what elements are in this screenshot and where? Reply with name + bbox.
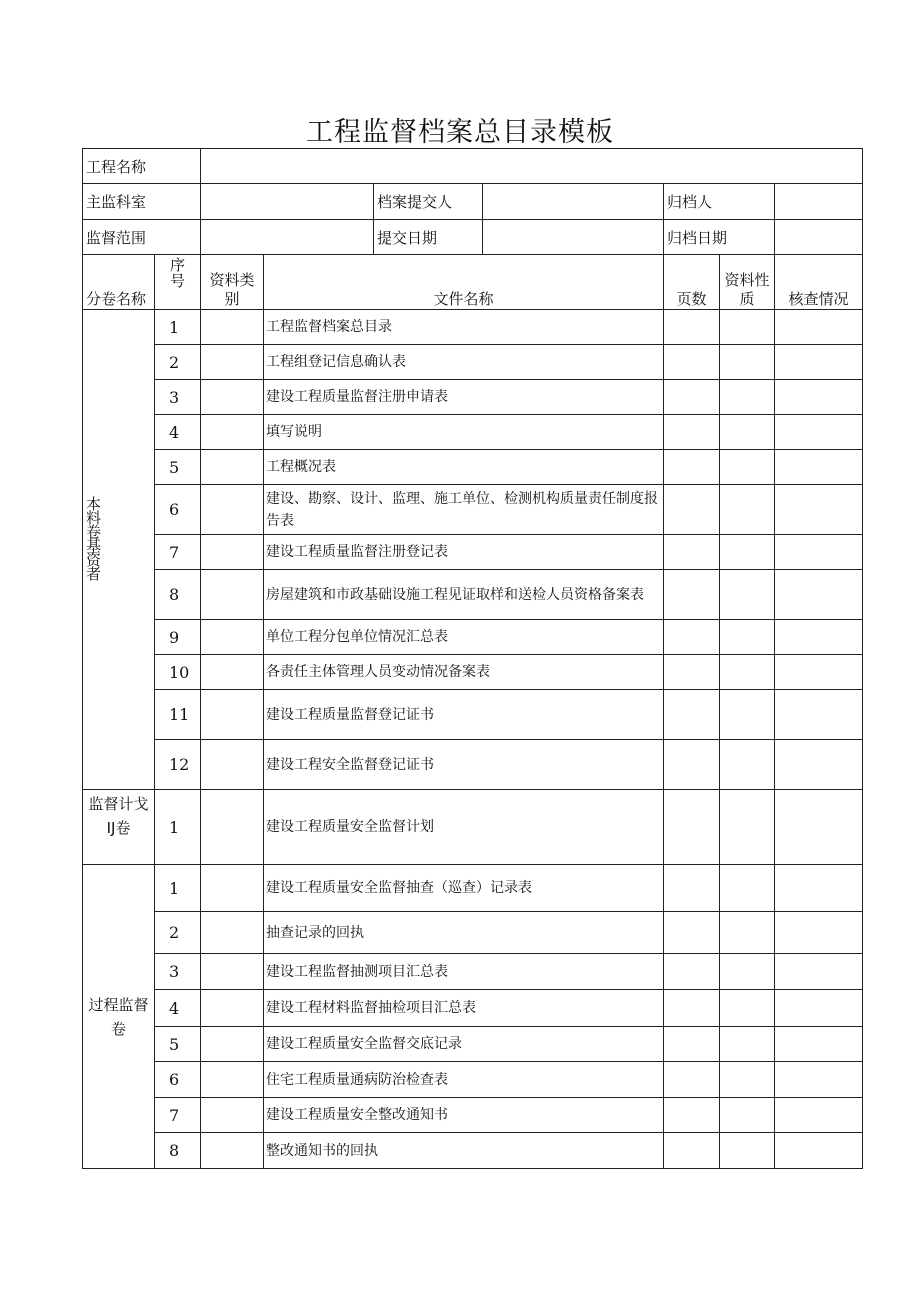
seq-cell: 7 — [155, 1098, 201, 1133]
seq-cell: 2 — [155, 345, 201, 380]
pages-cell[interactable] — [664, 990, 720, 1027]
volume-plan — [83, 790, 155, 865]
pages-cell[interactable] — [664, 655, 720, 690]
check-cell[interactable] — [775, 450, 863, 485]
type-cell[interactable] — [201, 310, 264, 345]
seq-cell: 1 — [155, 865, 201, 912]
dept-label: 主监科室 — [83, 184, 201, 220]
pages-cell[interactable] — [664, 954, 720, 990]
file-cell: 整改通知书的回执 — [264, 1133, 664, 1169]
archiver-label: 归档人 — [664, 184, 775, 220]
file-cell: 抽查记录的回执 — [264, 912, 664, 954]
table-row — [83, 740, 863, 790]
type-cell[interactable] — [201, 415, 264, 450]
file-cell: 住宅工程质量通病防治检查表 — [264, 1062, 664, 1098]
seq-cell: 2 — [155, 912, 201, 954]
volume-basic — [83, 310, 155, 790]
seq-cell: 5 — [155, 450, 201, 485]
table-row — [83, 450, 863, 485]
submitter-value[interactable] — [483, 184, 664, 220]
nature-cell[interactable] — [720, 740, 775, 790]
file-cell: 建设工程监督抽测项目汇总表 — [264, 954, 664, 990]
check-cell[interactable] — [775, 1062, 863, 1098]
seq-cell: 5 — [155, 1027, 201, 1062]
volume-process-label-line1: 过程监督 — [88, 996, 149, 1014]
table-row — [83, 380, 863, 415]
table-row — [83, 690, 863, 740]
table-row — [83, 912, 863, 954]
header-check: 核查情况 — [775, 255, 863, 310]
type-cell[interactable] — [201, 450, 264, 485]
file-cell: 工程监督档案总目录 — [264, 310, 664, 345]
nature-cell[interactable] — [720, 535, 775, 570]
type-cell[interactable] — [201, 535, 264, 570]
submit-date-value[interactable] — [483, 220, 664, 255]
nature-cell[interactable] — [720, 990, 775, 1027]
seq-cell: 3 — [155, 954, 201, 990]
nature-cell[interactable] — [720, 310, 775, 345]
seq-cell: 4 — [155, 415, 201, 450]
dept-value[interactable] — [201, 184, 374, 220]
page-title: 工程监督档案总目录模板 — [306, 117, 614, 148]
type-cell[interactable] — [201, 740, 264, 790]
pages-cell[interactable] — [664, 450, 720, 485]
table-row — [83, 345, 863, 380]
check-cell[interactable] — [775, 1098, 863, 1133]
header-nature — [720, 255, 775, 310]
pages-cell[interactable] — [664, 485, 720, 535]
file-cell: 房屋建筑和市政基础设施工程见证取样和送检人员资格备案表 — [264, 570, 664, 620]
seq-cell: 8 — [155, 1133, 201, 1169]
table-row — [83, 415, 863, 450]
type-cell[interactable] — [201, 1027, 264, 1062]
archive-date-label: 归档日期 — [664, 220, 775, 255]
check-cell[interactable] — [775, 415, 863, 450]
volume-process-label-line2: 卷 — [110, 1020, 126, 1038]
check-cell[interactable] — [775, 865, 863, 912]
check-cell[interactable] — [775, 1133, 863, 1169]
nature-cell[interactable] — [720, 380, 775, 415]
nature-cell[interactable] — [720, 1027, 775, 1062]
check-cell[interactable] — [775, 790, 863, 865]
table-row — [83, 310, 863, 345]
type-cell[interactable] — [201, 912, 264, 954]
type-cell[interactable] — [201, 865, 264, 912]
file-cell: 工程概况表 — [264, 450, 664, 485]
table-row — [83, 570, 863, 620]
table-row — [83, 1062, 863, 1098]
seq-cell: 6 — [155, 485, 201, 535]
file-cell: 建设工程质量监督注册登记表 — [264, 535, 664, 570]
seq-cell: 11 — [155, 690, 201, 740]
nature-cell[interactable] — [720, 1133, 775, 1169]
type-cell[interactable] — [201, 570, 264, 620]
seq-cell: 9 — [155, 620, 201, 655]
pages-cell[interactable] — [664, 1062, 720, 1098]
nature-cell[interactable] — [720, 570, 775, 620]
table-row — [83, 1027, 863, 1062]
header-seq-line1: 序 — [170, 256, 186, 274]
nature-cell[interactable] — [720, 690, 775, 740]
volume-process — [83, 865, 155, 1169]
type-cell[interactable] — [201, 1133, 264, 1169]
table-row — [83, 535, 863, 570]
type-cell[interactable] — [201, 1098, 264, 1133]
pages-cell[interactable] — [664, 912, 720, 954]
header-seq — [155, 255, 201, 310]
pages-cell[interactable] — [664, 1133, 720, 1169]
check-cell[interactable] — [775, 380, 863, 415]
submitter-label: 档案提交人 — [374, 184, 483, 220]
file-cell: 建设工程质量监督注册申请表 — [264, 380, 664, 415]
nature-cell[interactable] — [720, 485, 775, 535]
file-cell: 各责任主体管理人员变动情况备案表 — [264, 655, 664, 690]
archive-date-value[interactable] — [775, 220, 863, 255]
table-row — [83, 1133, 863, 1169]
file-cell: 填写说明 — [264, 415, 664, 450]
header-nature-line2: 质 — [739, 290, 755, 308]
file-cell: 建设工程质量安全监督交底记录 — [264, 1027, 664, 1062]
pages-cell[interactable] — [664, 415, 720, 450]
type-cell[interactable] — [201, 345, 264, 380]
seq-cell: 1 — [155, 310, 201, 345]
nature-cell[interactable] — [720, 655, 775, 690]
pages-cell[interactable] — [664, 790, 720, 865]
type-cell[interactable] — [201, 655, 264, 690]
seq-cell: 12 — [155, 740, 201, 790]
nature-cell[interactable] — [720, 790, 775, 865]
check-cell[interactable] — [775, 655, 863, 690]
table-row — [83, 954, 863, 990]
check-cell[interactable] — [775, 570, 863, 620]
scope-value[interactable] — [201, 220, 374, 255]
table-row — [83, 1098, 863, 1133]
submit-date-label: 提交日期 — [374, 220, 483, 255]
volume-plan-label-line1: 监督计戈 — [88, 795, 149, 813]
table-row — [83, 620, 863, 655]
table-row — [83, 655, 863, 690]
check-cell[interactable] — [775, 485, 863, 535]
nature-cell[interactable] — [720, 415, 775, 450]
table-row — [83, 485, 863, 535]
file-cell: 建设工程安全监督登记证书 — [264, 740, 664, 790]
project-name-label: 工程名称 — [83, 149, 201, 184]
seq-cell: 3 — [155, 380, 201, 415]
file-cell: 建设工程质量安全整改通知书 — [264, 1098, 664, 1133]
pages-cell[interactable] — [664, 865, 720, 912]
check-cell[interactable] — [775, 740, 863, 790]
seq-cell: 1 — [155, 790, 201, 865]
header-seq-line2: 号 — [170, 272, 186, 290]
header-volume: 分卷名称 — [83, 255, 155, 310]
check-cell[interactable] — [775, 345, 863, 380]
type-cell[interactable] — [201, 990, 264, 1027]
table-row — [83, 790, 863, 865]
pages-cell[interactable] — [664, 1098, 720, 1133]
nature-cell[interactable] — [720, 912, 775, 954]
header-file: 文件名称 — [264, 255, 664, 310]
file-cell: 建设工程质量监督登记证书 — [264, 690, 664, 740]
header-type-line2: 别 — [224, 290, 240, 308]
header-pages: 页数 — [664, 255, 720, 310]
seq-cell: 6 — [155, 1062, 201, 1098]
file-cell: 建设工程质量安全监督计划 — [264, 790, 664, 865]
pages-cell[interactable] — [664, 620, 720, 655]
project-name-value[interactable] — [201, 149, 863, 184]
header-type-line1: 资料类 — [209, 271, 255, 289]
type-cell[interactable] — [201, 790, 264, 865]
archive-table — [82, 148, 863, 1169]
nature-cell[interactable] — [720, 865, 775, 912]
header-nature-line1: 资料性 — [724, 271, 770, 289]
pages-cell[interactable] — [664, 1027, 720, 1062]
file-cell: 建设工程材料监督抽检项目汇总表 — [264, 990, 664, 1027]
nature-cell[interactable] — [720, 620, 775, 655]
nature-cell[interactable] — [720, 450, 775, 485]
type-cell[interactable] — [201, 485, 264, 535]
nature-cell[interactable] — [720, 345, 775, 380]
pages-cell[interactable] — [664, 345, 720, 380]
seq-cell: 8 — [155, 570, 201, 620]
type-cell[interactable] — [201, 690, 264, 740]
file-cell: 工程组登记信息确认表 — [264, 345, 664, 380]
check-cell[interactable] — [775, 620, 863, 655]
type-cell[interactable] — [201, 380, 264, 415]
header-type — [201, 255, 264, 310]
check-cell[interactable] — [775, 535, 863, 570]
check-cell[interactable] — [775, 912, 863, 954]
check-cell[interactable] — [775, 990, 863, 1027]
type-cell[interactable] — [201, 954, 264, 990]
check-cell[interactable] — [775, 1027, 863, 1062]
scope-label: 监督范围 — [83, 220, 201, 255]
table-row — [83, 990, 863, 1027]
check-cell[interactable] — [775, 690, 863, 740]
type-cell[interactable] — [201, 620, 264, 655]
nature-cell[interactable] — [720, 1098, 775, 1133]
nature-cell[interactable] — [720, 954, 775, 990]
type-cell[interactable] — [201, 1062, 264, 1098]
volume-basic-label: 本料卷基资者 — [84, 496, 102, 580]
pages-cell[interactable] — [664, 740, 720, 790]
pages-cell[interactable] — [664, 535, 720, 570]
check-cell[interactable] — [775, 954, 863, 990]
file-cell: 建设工程质量安全监督抽查（巡查）记录表 — [264, 865, 664, 912]
pages-cell[interactable] — [664, 570, 720, 620]
volume-plan-label-line2: IJ卷 — [106, 819, 131, 837]
pages-cell[interactable] — [664, 380, 720, 415]
seq-cell: 7 — [155, 535, 201, 570]
seq-cell: 4 — [155, 990, 201, 1027]
pages-cell[interactable] — [664, 310, 720, 345]
nature-cell[interactable] — [720, 1062, 775, 1098]
table-row — [83, 865, 863, 912]
seq-cell: 10 — [155, 655, 201, 690]
file-cell: 单位工程分包单位情况汇总表 — [264, 620, 664, 655]
column-header-row — [83, 255, 863, 310]
archiver-value[interactable] — [775, 184, 863, 220]
check-cell[interactable] — [775, 310, 863, 345]
pages-cell[interactable] — [664, 690, 720, 740]
file-cell: 建设、勘察、设计、监理、施工单位、检测机构质量责任制度报告表 — [264, 485, 664, 535]
